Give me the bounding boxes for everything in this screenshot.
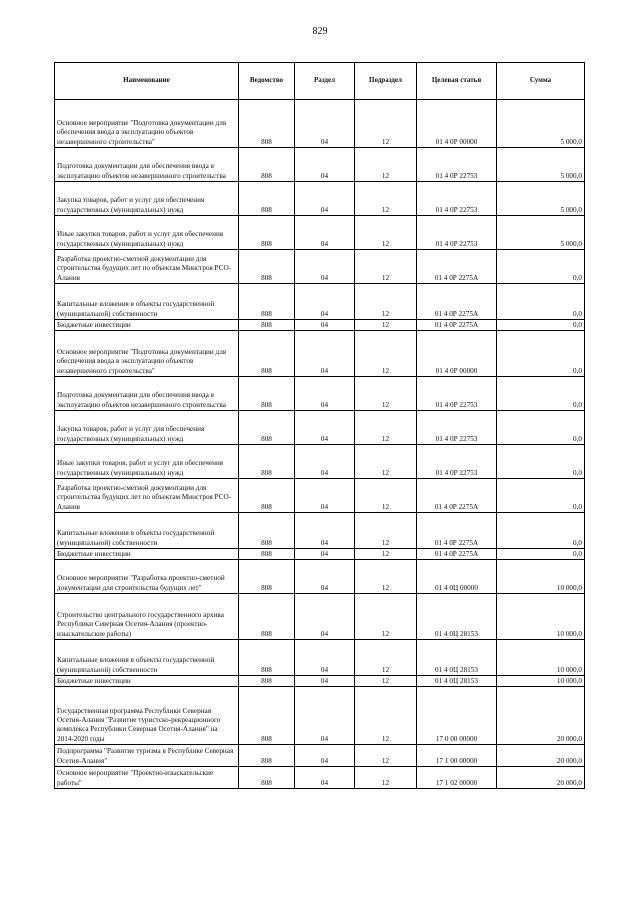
table-row: [55, 767, 585, 789]
row-department: 808: [239, 320, 295, 331]
row-target-item: 01 4 0Р 2275А: [417, 250, 497, 284]
row-section: 04: [295, 479, 355, 513]
row-section: 04: [295, 377, 355, 411]
row-amount: 0,0: [497, 513, 585, 549]
row-section: 04: [295, 182, 355, 216]
table-row: [55, 320, 585, 331]
row-department: 808: [239, 331, 295, 377]
row-section: 04: [295, 331, 355, 377]
row-amount: 20 000,0: [497, 767, 585, 789]
row-name: Основное мероприятие "Проектно-изыскательские работы": [55, 767, 239, 789]
row-amount: 0,0: [497, 284, 585, 320]
row-name: Разработка проектно-сметной документации для строительства будущих лет по объектам Минстроя РСО-Алания: [55, 479, 239, 513]
row-section: 04: [295, 767, 355, 789]
table-row: [55, 479, 585, 513]
row-department: 808: [239, 560, 295, 594]
row-department: 808: [239, 445, 295, 479]
row-name: Строительство центрального государственного архива Республики Северная Осетия-Алания (проектно-изыскательские работы): [55, 594, 239, 640]
table-row: [55, 216, 585, 250]
row-name: Капитальные вложения в объекты государственной (муниципальной) собственности: [55, 513, 239, 549]
row-name: Иные закупки товаров, работ и услуг для обеспечения государственных (муниципальных) нужд: [55, 216, 239, 250]
table-row: [55, 676, 585, 687]
row-department: 808: [239, 687, 295, 745]
table-row: [55, 445, 585, 479]
row-section: 04: [295, 549, 355, 560]
row-target-item: 01 4 0Р 22753: [417, 182, 497, 216]
table-row: [55, 100, 585, 148]
row-section: 04: [295, 745, 355, 767]
row-department: 808: [239, 411, 295, 445]
row-amount: 20 000,0: [497, 745, 585, 767]
row-name: Закупка товаров, работ и услуг для обеспечения государственных (муниципальных) нужд: [55, 182, 239, 216]
row-target-item: 01 4 0Ц 28153: [417, 676, 497, 687]
row-department: 808: [239, 250, 295, 284]
row-amount: 5 000,0: [497, 148, 585, 182]
table-row: [55, 687, 585, 745]
table-row: [55, 411, 585, 445]
row-subsection: 12: [355, 594, 417, 640]
row-subsection: 12: [355, 767, 417, 789]
row-target-item: 01 4 0Р 2275А: [417, 513, 497, 549]
table-row: [55, 513, 585, 549]
row-section: 04: [295, 445, 355, 479]
row-target-item: 17 1 00 00000: [417, 745, 497, 767]
table-body: [55, 100, 585, 789]
row-section: 04: [295, 560, 355, 594]
row-amount: 0,0: [497, 250, 585, 284]
table-row: [55, 560, 585, 594]
row-subsection: 12: [355, 513, 417, 549]
row-target-item: 01 4 0Р 2275А: [417, 549, 497, 560]
table-header-row: [55, 63, 585, 100]
row-amount: 10 000,0: [497, 640, 585, 676]
row-subsection: 12: [355, 182, 417, 216]
row-subsection: 12: [355, 216, 417, 250]
row-amount: 0,0: [497, 377, 585, 411]
budget-table: [54, 62, 585, 789]
row-amount: 10 000,0: [497, 560, 585, 594]
row-department: 808: [239, 549, 295, 560]
row-department: 808: [239, 100, 295, 148]
row-target-item: 01 4 0Р 22753: [417, 148, 497, 182]
row-subsection: 12: [355, 331, 417, 377]
row-target-item: 01 4 0Ц 28153: [417, 594, 497, 640]
row-target-item: 01 4 0Р 22753: [417, 411, 497, 445]
row-amount: 0,0: [497, 549, 585, 560]
row-amount: 20 000,0: [497, 687, 585, 745]
row-name: Подготовка документации для обеспечения ввода в эксплуатацию объектов незавершенного строительства: [55, 148, 239, 182]
page-number: 829: [312, 26, 328, 37]
row-amount: 0,0: [497, 331, 585, 377]
row-target-item: 01 4 0Р 00000: [417, 100, 497, 148]
row-subsection: 12: [355, 479, 417, 513]
row-department: 808: [239, 284, 295, 320]
row-subsection: 12: [355, 320, 417, 331]
row-name: Основное мероприятие "Подготовка документации для обеспечения ввода в эксплуатацию объектов незавершенного строительства": [55, 331, 239, 377]
row-subsection: 12: [355, 745, 417, 767]
row-department: 808: [239, 640, 295, 676]
row-target-item: 01 4 0Р 22753: [417, 216, 497, 250]
row-name: Государственная программа Республики Северная Осетия-Алания "Развитие туристско-рекреационного комплекса Республики Северная Осетия-Алания" на 2014-2020 годы: [55, 687, 239, 745]
row-target-item: 01 4 0Ц 28153: [417, 640, 497, 676]
row-subsection: 12: [355, 687, 417, 745]
row-name: Подготовка документации для обеспечения ввода в эксплуатацию объектов незавершенного строительства: [55, 377, 239, 411]
row-amount: 10 000,0: [497, 676, 585, 687]
row-department: 808: [239, 479, 295, 513]
row-section: 04: [295, 594, 355, 640]
row-amount: 5 000,0: [497, 216, 585, 250]
row-department: 808: [239, 148, 295, 182]
row-name: Бюджетные инвестиции: [55, 320, 239, 331]
row-subsection: 12: [355, 100, 417, 148]
row-section: 04: [295, 250, 355, 284]
row-subsection: 12: [355, 250, 417, 284]
row-target-item: 01 4 0Р 22753: [417, 445, 497, 479]
header-subsection: Подраздел: [355, 63, 417, 100]
row-section: 04: [295, 676, 355, 687]
row-amount: 5 000,0: [497, 182, 585, 216]
header-target-item: Целевая статья: [417, 63, 497, 100]
row-department: 808: [239, 767, 295, 789]
row-name: Капитальные вложения в объекты государственной (муниципальной) собственности: [55, 640, 239, 676]
header-amount: Сумма: [497, 63, 585, 100]
row-department: 808: [239, 594, 295, 640]
row-name: Бюджетные инвестиции: [55, 676, 239, 687]
row-subsection: 12: [355, 148, 417, 182]
table-row: [55, 284, 585, 320]
row-section: 04: [295, 284, 355, 320]
table-row: [55, 640, 585, 676]
table-row: [55, 377, 585, 411]
row-section: 04: [295, 513, 355, 549]
table-row: [55, 148, 585, 182]
table-row: [55, 182, 585, 216]
row-subsection: 12: [355, 640, 417, 676]
header-section: Раздел: [295, 63, 355, 100]
row-amount: 0,0: [497, 479, 585, 513]
row-subsection: 12: [355, 411, 417, 445]
row-department: 808: [239, 676, 295, 687]
row-amount: 0,0: [497, 445, 585, 479]
row-department: 808: [239, 745, 295, 767]
row-subsection: 12: [355, 560, 417, 594]
row-section: 04: [295, 216, 355, 250]
row-amount: 0,0: [497, 411, 585, 445]
row-name: Разработка проектно-сметной документации для строительства будущих лет по объектам Минстроя РСО-Алания: [55, 250, 239, 284]
row-subsection: 12: [355, 377, 417, 411]
row-department: 808: [239, 513, 295, 549]
row-amount: 10 000,0: [497, 594, 585, 640]
row-name: Иные закупки товаров, работ и услуг для обеспечения государственных (муниципальных) нужд: [55, 445, 239, 479]
table-row: [55, 745, 585, 767]
row-target-item: 01 4 0Р 2275А: [417, 320, 497, 331]
header-name: Наименование: [55, 63, 239, 100]
row-section: 04: [295, 148, 355, 182]
row-name: Основное мероприятие "Подготовка документации для обеспечения ввода в эксплуатацию объектов незавершенного строительства": [55, 100, 239, 148]
row-subsection: 12: [355, 676, 417, 687]
table-row: [55, 594, 585, 640]
row-subsection: 12: [355, 284, 417, 320]
row-name: Капитальные вложения в объекты государственной (муниципальной) собственности: [55, 284, 239, 320]
row-amount: 5 000,0: [497, 100, 585, 148]
row-section: 04: [295, 320, 355, 331]
row-section: 04: [295, 687, 355, 745]
header-department: Ведомство: [239, 63, 295, 100]
row-name: Основное мероприятие "Разработка проектно-сметной документации для строительства будущих лет": [55, 560, 239, 594]
row-section: 04: [295, 640, 355, 676]
row-subsection: 12: [355, 445, 417, 479]
row-name: Закупка товаров, работ и услуг для обеспечения государственных (муниципальных) нужд: [55, 411, 239, 445]
row-department: 808: [239, 377, 295, 411]
row-subsection: 12: [355, 549, 417, 560]
row-section: 04: [295, 411, 355, 445]
row-target-item: 01 4 0Ц 00000: [417, 560, 497, 594]
row-target-item: 01 4 0Р 22753: [417, 377, 497, 411]
row-department: 808: [239, 216, 295, 250]
row-target-item: 17 0 00 00000: [417, 687, 497, 745]
row-amount: 0,0: [497, 320, 585, 331]
row-target-item: 01 4 0Р 00000: [417, 331, 497, 377]
table-row: [55, 250, 585, 284]
table-row: [55, 331, 585, 377]
row-department: 808: [239, 182, 295, 216]
row-name: Бюджетные инвестиции: [55, 549, 239, 560]
row-name: Подпрограмма "Развитие туризма в Республике Северная Осетия-Алания": [55, 745, 239, 767]
table-row: [55, 549, 585, 560]
row-target-item: 17 1 02 00000: [417, 767, 497, 789]
row-section: 04: [295, 100, 355, 148]
row-target-item: 01 4 0Р 2275А: [417, 479, 497, 513]
row-target-item: 01 4 0Р 2275А: [417, 284, 497, 320]
